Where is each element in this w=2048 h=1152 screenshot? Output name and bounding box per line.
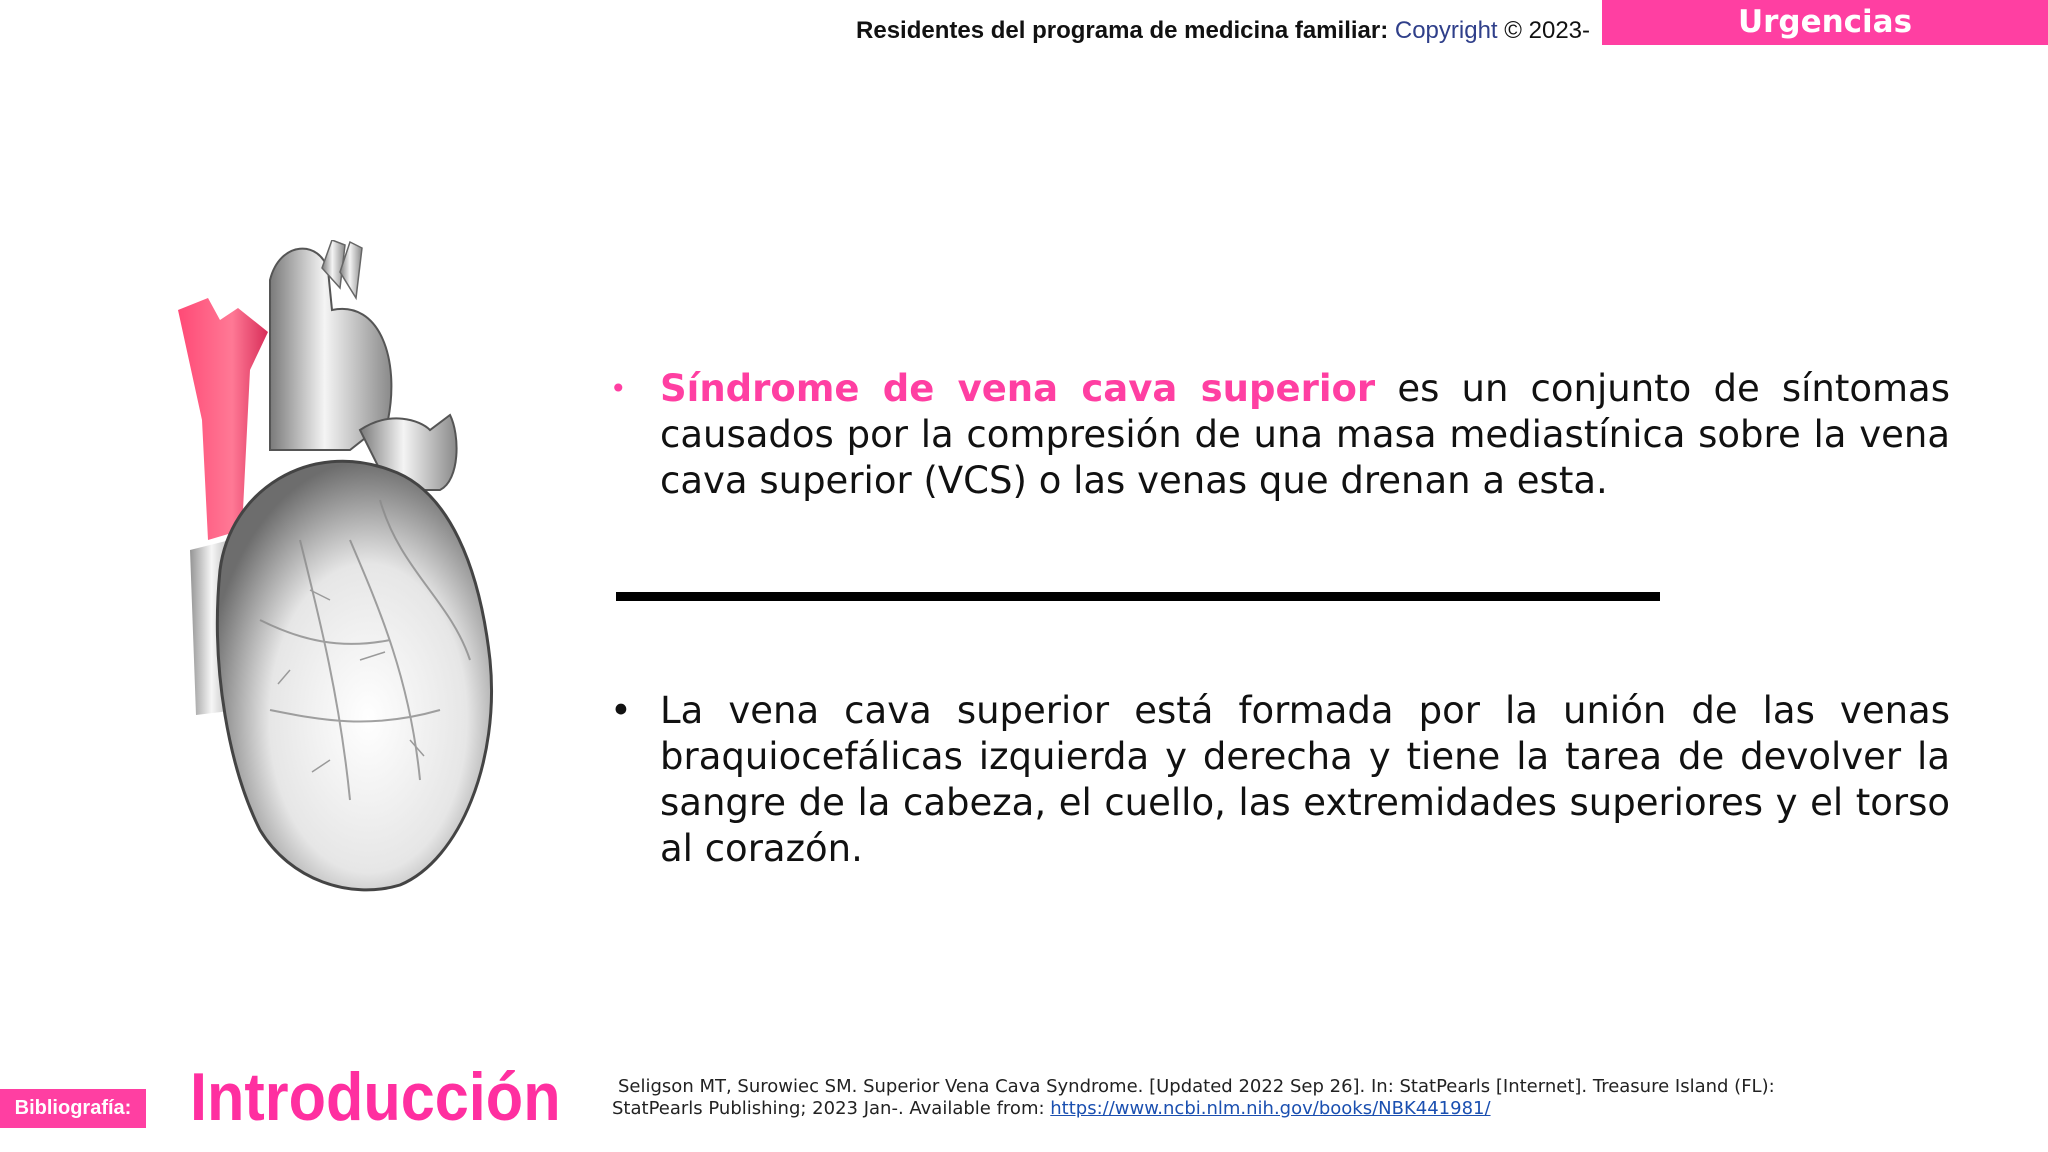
section-divider [616,592,1660,601]
program-label: Residentes del programa de medicina familiar: [856,17,1389,44]
paragraph-1-rest: es un conjunto de síntomas causados por la compresión de una masa mediastínica sobre la vena cava superior (VCS) o las venas que drenan a esta. [660,367,1950,502]
intro-paragraph-1 [610,366,1950,504]
bibliography-tag: Bibliografía: [0,1089,146,1128]
copyright-year: © 2023- [1504,17,1590,44]
bullet-icon: • [610,689,632,732]
citation-line-1: Seligson MT, Surowiec SM. Superior Vena Cava Syndrome. [Updated 2022 Sep 26]. In: StatPearls [Internet]. Treasure Island (FL): [618,1076,1775,1097]
intro-paragraph-2 [610,688,1950,872]
bullet-icon: • [610,372,627,405]
paragraph-2-text: La vena cava superior está formada por la unión de las venas braquiocefálicas izquierda y derecha y tiene la tarea de devolver la sangre de la cabeza, el cuello, las extremidades superiores y el torso al corazón. [660,689,1950,870]
heart-illustration [150,240,530,900]
citation-link[interactable]: https://www.ncbi.nlm.nih.gov/books/NBK441981/ [1050,1098,1491,1119]
section-tag-urgencias: Urgencias [1602,0,2048,45]
header-credit [820,16,1590,46]
section-title: Introducción [190,1059,561,1135]
copyright-label: Copyright [1394,17,1498,44]
heart-image [150,240,530,900]
term-highlight: Síndrome de vena cava superior [660,367,1376,410]
citation [612,1076,1912,1120]
citation-line-2: StatPearls Publishing; 2023 Jan-. Available from: [612,1098,1051,1119]
paragraph-1-text [660,366,1950,504]
